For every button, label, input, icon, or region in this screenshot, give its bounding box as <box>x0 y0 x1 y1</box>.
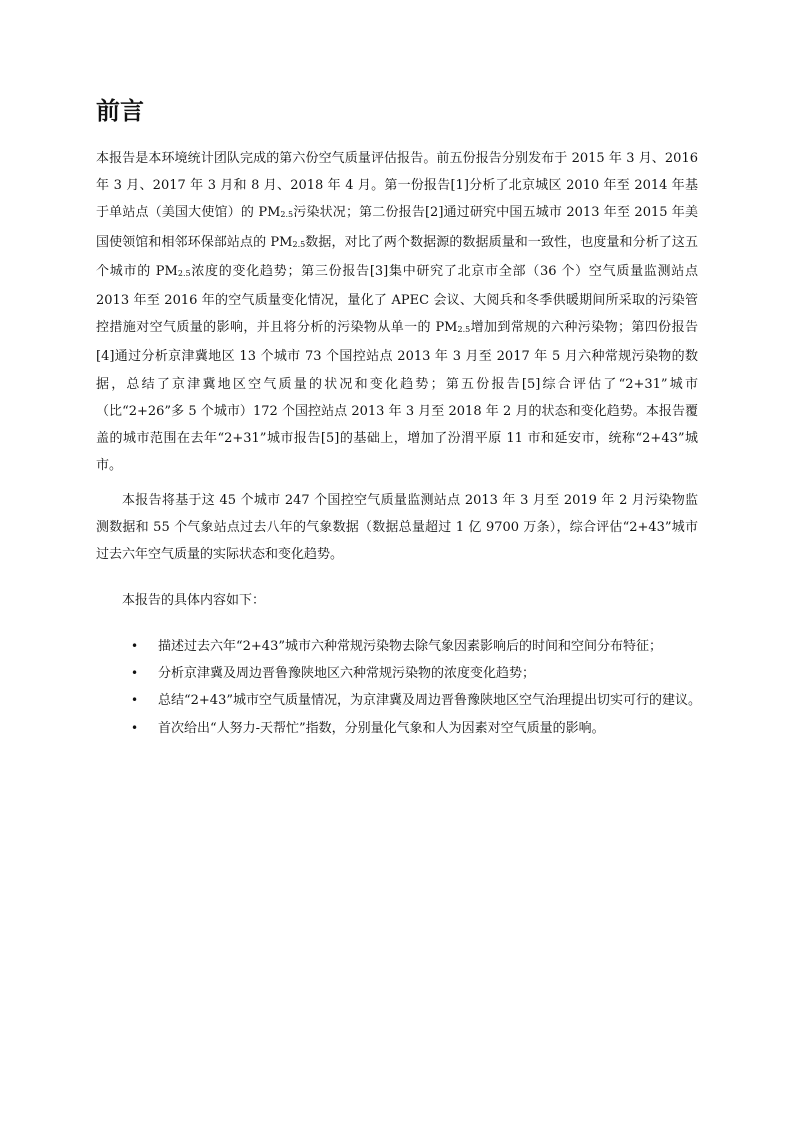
list-item-text: 分析京津冀及周边晋鲁豫陕地区六种常规污染物的浓度变化趋势； <box>158 666 536 682</box>
bullet-icon: • <box>131 666 139 681</box>
list-item <box>96 715 708 742</box>
page-title: 前言 <box>96 97 144 125</box>
pm-subscript: 2.5 <box>177 268 191 278</box>
intro-text-1: 本报告是本环境统计团队完成的第六份空气质量评估报告。前五份报告分别发布于 2015 年 3 月、2016 年 3 月、2017 年 3 月和 8 月、2018 年 4 月。第一份报告[1]分析了北京城区 2010 年至 2014 年基于单站点（美国大使馆）的 PM <box>96 151 698 221</box>
intro-text-4: 浓度的变化趋势；第三份报告[3]集中研究了北京市全部（36 个）空气质量监测站点 2013 年至 2016 年的空气质量变化情况，量化了 APEC 会议、大阅兵和冬季供暖期间所采取的污染管控措施对空气质量的影响，并且将分析的污染物从单一的 PM <box>96 263 698 336</box>
list-item-text: 首次给出“人努力-天帮忙”指数，分别量化气象和人为因素对空气质量的影响。 <box>158 720 605 736</box>
intro-paragraph <box>96 145 698 479</box>
bullet-icon: • <box>131 720 139 735</box>
intro-text-2: 污染状况；第二份报告[2]通过研究中国五城市 2013 年至 2015 年美国使领馆和相邻环保部站点的 PM <box>96 205 698 250</box>
bullet-icon: • <box>131 693 139 708</box>
list-item-text: 总结“2+43”城市空气质量情况，为京津冀及周边晋鲁豫陕地区空气治理提出切实可行的建议。 <box>158 693 701 709</box>
scope-paragraph: 本报告将基于这 45 个城市 247 个国控空气质量监测站点 2013 年 3 月至 2019 年 2 月污染物监测数据和 55 个气象站点过去八年的气象数据（数据总量超过 1 亿 9700 万条），综合评估“2+43”城市过去六年空气质量的实际状态和变化趋势。 <box>96 493 698 563</box>
list-item <box>96 687 708 714</box>
intro-text-3: 数据，对比了两个数据源的数据质量和一致性，也度量和分析了这五个城市的 PM <box>96 234 698 279</box>
pm-subscript: 2.5 <box>457 325 471 335</box>
list-item-text: 描述过去六年“2+43”城市六种常规污染物去除气象因素影响后的时间和空间分布特征； <box>158 639 662 654</box>
pm-subscript: 2.5 <box>292 239 306 249</box>
intro-text-5: 增加到常规的六种污染物；第四份报告[4]通过分析京津冀地区 13 个城市 73 个国控站点 2013 年 3 月至 2017 年 5 月六种常规污染物的数据，总结了京津冀地区空气质量的状况和变化趋势；第五份报告[5]综合评估了“2+31”城市（比“2+26”多 5 个城市）172 个国控站点 2013 年 3 月至 2018 年 2 月的状态和变化趋势。本报告覆盖的城市范围在去年“2+31”城市报告[5]的基础上，增加了汾渭平原 11 市和延安市，统称“2+43”城市。 <box>96 320 698 474</box>
contents-intro: 本报告的具体内容如下： <box>122 593 266 608</box>
list-item <box>96 633 708 660</box>
bullet-icon: • <box>131 639 139 653</box>
pm-subscript: 2.5 <box>280 210 294 220</box>
list-item <box>96 660 708 687</box>
contents-list <box>96 633 708 742</box>
